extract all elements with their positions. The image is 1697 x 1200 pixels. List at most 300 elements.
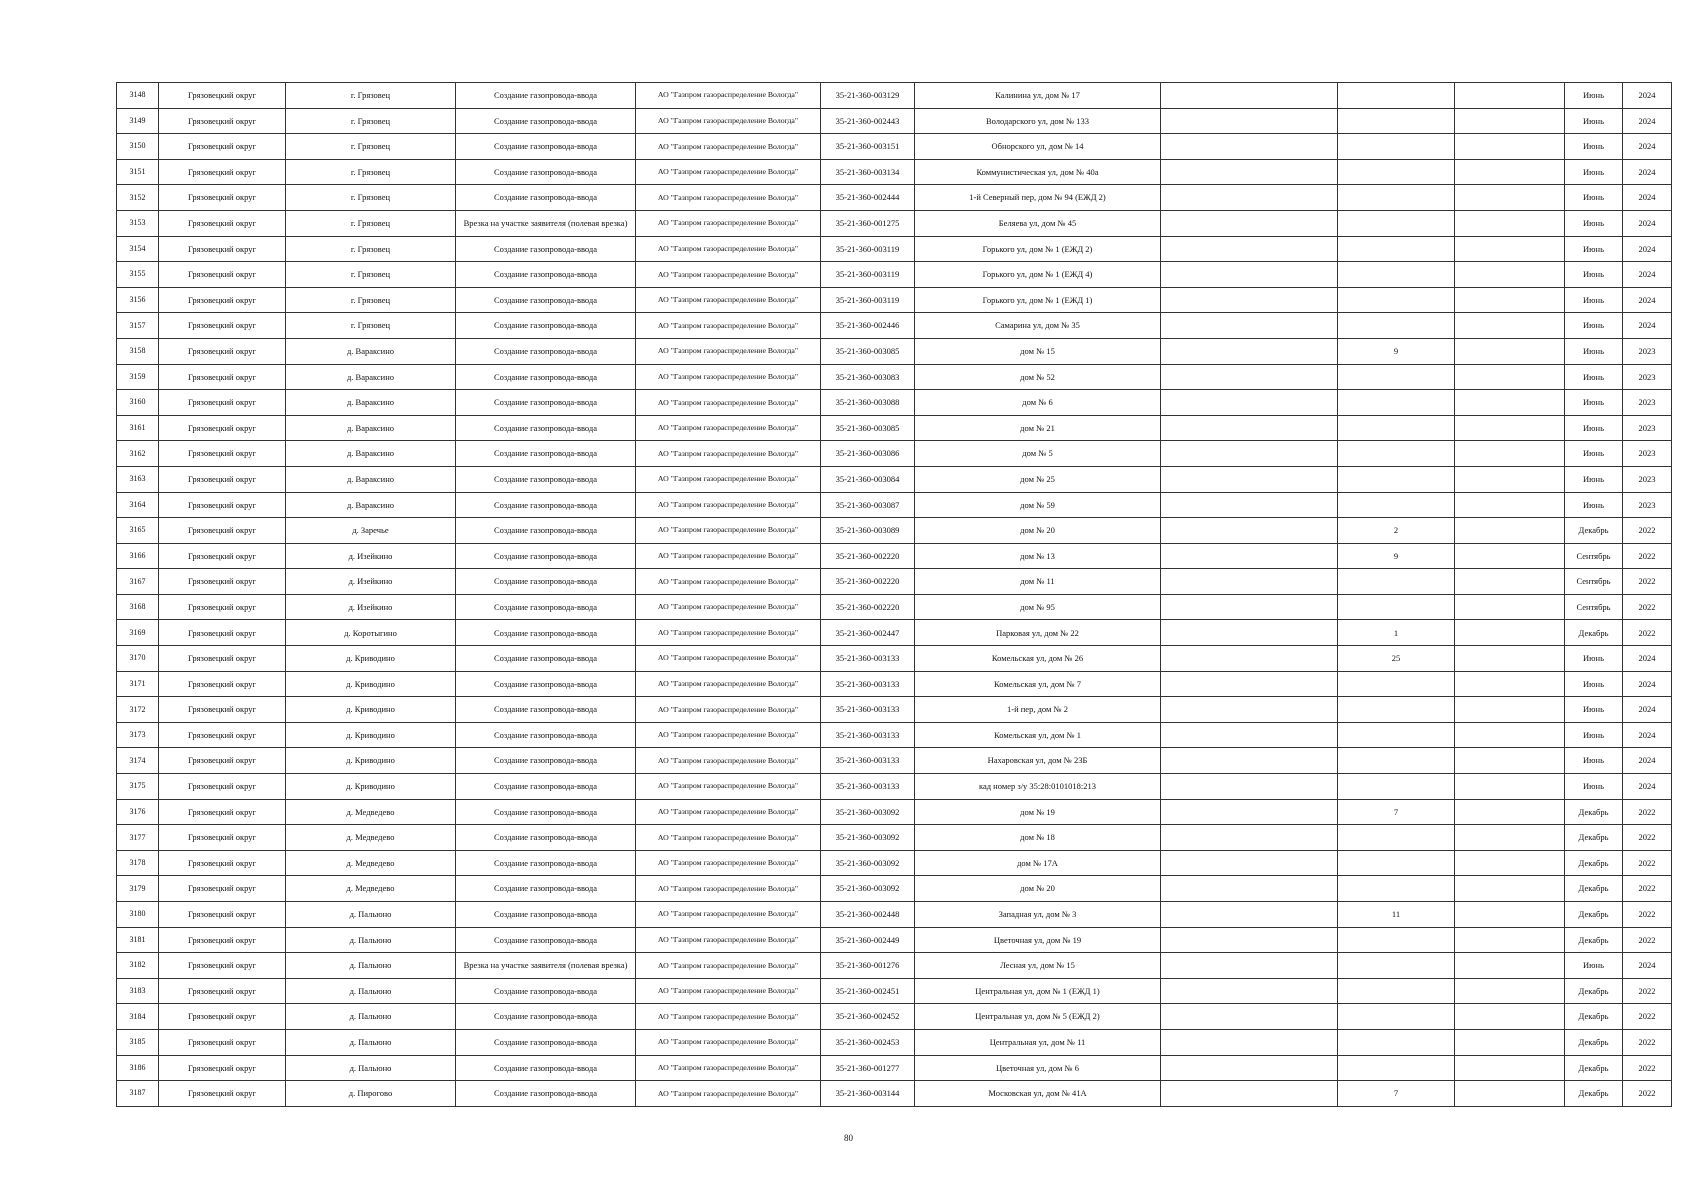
object-code-cell: 35-21-360-002452 bbox=[821, 1004, 915, 1030]
locality-cell: д. Пальюно bbox=[286, 927, 456, 953]
address-cell: дом № 19 bbox=[915, 799, 1161, 825]
operator-cell: АО "Газпром газораспределение Вологда" bbox=[636, 492, 821, 518]
work-type-cell: Создание газопровода-ввода bbox=[456, 159, 636, 185]
operator-cell: АО "Газпром газораспределение Вологда" bbox=[636, 134, 821, 160]
table-row bbox=[117, 978, 1672, 1004]
work-type-cell: Создание газопровода-ввода bbox=[456, 902, 636, 928]
month-cell: Декабрь bbox=[1565, 1055, 1623, 1081]
table-row bbox=[117, 569, 1672, 595]
object-code-cell: 35-21-360-003085 bbox=[821, 415, 915, 441]
blank-cell bbox=[1455, 364, 1565, 390]
operator-cell: АО "Газпром газораспределение Вологда" bbox=[636, 876, 821, 902]
address-cell: Нахаровская ул, дом № 23Б bbox=[915, 748, 1161, 774]
table-row bbox=[117, 543, 1672, 569]
year-cell: 2023 bbox=[1623, 415, 1672, 441]
month-cell: Июнь bbox=[1565, 287, 1623, 313]
table-row bbox=[117, 466, 1672, 492]
locality-cell: д. Криводино bbox=[286, 748, 456, 774]
month-cell: Декабрь bbox=[1565, 850, 1623, 876]
month-cell: Сентябрь bbox=[1565, 569, 1623, 595]
blank-cell bbox=[1455, 108, 1565, 134]
address-cell: дом № 20 bbox=[915, 518, 1161, 544]
row-number: 3175 bbox=[117, 774, 159, 800]
address-cell: 1-й Северный пер, дом № 94 (ЕЖД 2) bbox=[915, 185, 1161, 211]
count-cell bbox=[1338, 313, 1455, 339]
district-cell: Грязовецкий округ bbox=[159, 518, 286, 544]
blank-cell bbox=[1455, 902, 1565, 928]
blank-cell bbox=[1161, 364, 1338, 390]
blank-cell bbox=[1161, 978, 1338, 1004]
count-cell bbox=[1338, 825, 1455, 851]
blank-cell bbox=[1161, 1029, 1338, 1055]
row-number: 3173 bbox=[117, 722, 159, 748]
locality-cell: д. Криводино bbox=[286, 646, 456, 672]
district-cell: Грязовецкий округ bbox=[159, 492, 286, 518]
count-cell bbox=[1338, 594, 1455, 620]
locality-cell: г. Грязовец bbox=[286, 134, 456, 160]
object-code-cell: 35-21-360-003119 bbox=[821, 287, 915, 313]
count-cell bbox=[1338, 850, 1455, 876]
locality-cell: д. Вараксино bbox=[286, 390, 456, 416]
address-cell: Самарина ул, дом № 35 bbox=[915, 313, 1161, 339]
work-type-cell: Создание газопровода-ввода bbox=[456, 543, 636, 569]
operator-cell: АО "Газпром газораспределение Вологда" bbox=[636, 978, 821, 1004]
table-row bbox=[117, 159, 1672, 185]
locality-cell: д. Пальюно bbox=[286, 1004, 456, 1030]
row-number: 3155 bbox=[117, 262, 159, 288]
year-cell: 2022 bbox=[1623, 927, 1672, 953]
locality-cell: г. Грязовец bbox=[286, 83, 456, 109]
operator-cell: АО "Газпром газораспределение Вологда" bbox=[636, 313, 821, 339]
work-type-cell: Создание газопровода-ввода bbox=[456, 722, 636, 748]
table-row bbox=[117, 1004, 1672, 1030]
district-cell: Грязовецкий округ bbox=[159, 185, 286, 211]
blank-cell bbox=[1161, 825, 1338, 851]
page-number: 80 bbox=[844, 1133, 853, 1143]
month-cell: Июнь bbox=[1565, 236, 1623, 262]
blank-cell bbox=[1161, 902, 1338, 928]
object-code-cell: 35-21-360-002449 bbox=[821, 927, 915, 953]
district-cell: Грязовецкий округ bbox=[159, 338, 286, 364]
row-number: 3157 bbox=[117, 313, 159, 339]
blank-cell bbox=[1455, 927, 1565, 953]
operator-cell: АО "Газпром газораспределение Вологда" bbox=[636, 722, 821, 748]
object-code-cell: 35-21-360-002444 bbox=[821, 185, 915, 211]
count-cell bbox=[1338, 236, 1455, 262]
locality-cell: д. Заречье bbox=[286, 518, 456, 544]
table-row bbox=[117, 876, 1672, 902]
object-code-cell: 35-21-360-001277 bbox=[821, 1055, 915, 1081]
blank-cell bbox=[1161, 569, 1338, 595]
blank-cell bbox=[1455, 83, 1565, 109]
district-cell: Грязовецкий округ bbox=[159, 1081, 286, 1107]
month-cell: Июнь bbox=[1565, 210, 1623, 236]
row-number: 3187 bbox=[117, 1081, 159, 1107]
count-cell: 7 bbox=[1338, 1081, 1455, 1107]
month-cell: Декабрь bbox=[1565, 1081, 1623, 1107]
blank-cell bbox=[1161, 108, 1338, 134]
object-code-cell: 35-21-360-002220 bbox=[821, 569, 915, 595]
blank-cell bbox=[1161, 210, 1338, 236]
address-cell: дом № 13 bbox=[915, 543, 1161, 569]
blank-cell bbox=[1161, 1004, 1338, 1030]
blank-cell bbox=[1455, 185, 1565, 211]
row-number: 3172 bbox=[117, 697, 159, 723]
work-type-cell: Создание газопровода-ввода bbox=[456, 799, 636, 825]
row-number: 3164 bbox=[117, 492, 159, 518]
table-row bbox=[117, 518, 1672, 544]
operator-cell: АО "Газпром газораспределение Вологда" bbox=[636, 210, 821, 236]
address-cell: Комельская ул, дом № 26 bbox=[915, 646, 1161, 672]
district-cell: Грязовецкий округ bbox=[159, 978, 286, 1004]
blank-cell bbox=[1161, 287, 1338, 313]
year-cell: 2023 bbox=[1623, 466, 1672, 492]
blank-cell bbox=[1161, 185, 1338, 211]
operator-cell: АО "Газпром газораспределение Вологда" bbox=[636, 594, 821, 620]
object-code-cell: 35-21-360-003085 bbox=[821, 338, 915, 364]
year-cell: 2023 bbox=[1623, 338, 1672, 364]
blank-cell bbox=[1455, 466, 1565, 492]
district-cell: Грязовецкий округ bbox=[159, 1055, 286, 1081]
locality-cell: г. Грязовец bbox=[286, 236, 456, 262]
operator-cell: АО "Газпром газораспределение Вологда" bbox=[636, 236, 821, 262]
address-cell: дом № 6 bbox=[915, 390, 1161, 416]
work-type-cell: Создание газопровода-ввода bbox=[456, 594, 636, 620]
month-cell: Июнь bbox=[1565, 466, 1623, 492]
year-cell: 2024 bbox=[1623, 697, 1672, 723]
work-type-cell: Создание газопровода-ввода bbox=[456, 620, 636, 646]
count-cell bbox=[1338, 569, 1455, 595]
row-number: 3151 bbox=[117, 159, 159, 185]
blank-cell bbox=[1161, 774, 1338, 800]
locality-cell: д. Вараксино bbox=[286, 415, 456, 441]
row-number: 3148 bbox=[117, 83, 159, 109]
object-code-cell: 35-21-360-003119 bbox=[821, 262, 915, 288]
count-cell bbox=[1338, 185, 1455, 211]
locality-cell: д. Криводино bbox=[286, 697, 456, 723]
month-cell: Июнь bbox=[1565, 83, 1623, 109]
work-type-cell: Создание газопровода-ввода bbox=[456, 978, 636, 1004]
table-row bbox=[117, 1029, 1672, 1055]
row-number: 3162 bbox=[117, 441, 159, 467]
month-cell: Июнь bbox=[1565, 774, 1623, 800]
year-cell: 2024 bbox=[1623, 953, 1672, 979]
object-code-cell: 35-21-360-001275 bbox=[821, 210, 915, 236]
operator-cell: АО "Газпром газораспределение Вологда" bbox=[636, 748, 821, 774]
operator-cell: АО "Газпром газораспределение Вологда" bbox=[636, 646, 821, 672]
address-cell: дом № 59 bbox=[915, 492, 1161, 518]
row-number: 3183 bbox=[117, 978, 159, 1004]
work-type-cell: Создание газопровода-ввода bbox=[456, 1055, 636, 1081]
year-cell: 2022 bbox=[1623, 1004, 1672, 1030]
blank-cell bbox=[1455, 722, 1565, 748]
locality-cell: д. Пальюно bbox=[286, 953, 456, 979]
object-code-cell: 35-21-360-003133 bbox=[821, 774, 915, 800]
work-type-cell: Создание газопровода-ввода bbox=[456, 927, 636, 953]
blank-cell bbox=[1455, 518, 1565, 544]
object-code-cell: 35-21-360-003089 bbox=[821, 518, 915, 544]
blank-cell bbox=[1161, 492, 1338, 518]
month-cell: Июнь bbox=[1565, 646, 1623, 672]
month-cell: Декабрь bbox=[1565, 876, 1623, 902]
work-type-cell: Создание газопровода-ввода bbox=[456, 262, 636, 288]
district-cell: Грязовецкий округ bbox=[159, 902, 286, 928]
year-cell: 2023 bbox=[1623, 441, 1672, 467]
count-cell bbox=[1338, 953, 1455, 979]
object-code-cell: 35-21-360-002220 bbox=[821, 594, 915, 620]
object-code-cell: 35-21-360-003134 bbox=[821, 159, 915, 185]
locality-cell: д. Криводино bbox=[286, 671, 456, 697]
blank-cell bbox=[1455, 287, 1565, 313]
locality-cell: д. Вараксино bbox=[286, 492, 456, 518]
operator-cell: АО "Газпром газораспределение Вологда" bbox=[636, 569, 821, 595]
month-cell: Декабрь bbox=[1565, 620, 1623, 646]
month-cell: Июнь bbox=[1565, 441, 1623, 467]
blank-cell bbox=[1161, 236, 1338, 262]
year-cell: 2022 bbox=[1623, 620, 1672, 646]
object-code-cell: 35-21-360-002446 bbox=[821, 313, 915, 339]
year-cell: 2022 bbox=[1623, 1055, 1672, 1081]
blank-cell bbox=[1161, 876, 1338, 902]
row-number: 3153 bbox=[117, 210, 159, 236]
locality-cell: д. Коротыгино bbox=[286, 620, 456, 646]
month-cell: Декабрь bbox=[1565, 902, 1623, 928]
blank-cell bbox=[1161, 799, 1338, 825]
locality-cell: д. Изейкино bbox=[286, 543, 456, 569]
blank-cell bbox=[1455, 134, 1565, 160]
year-cell: 2023 bbox=[1623, 364, 1672, 390]
district-cell: Грязовецкий округ bbox=[159, 159, 286, 185]
row-number: 3178 bbox=[117, 850, 159, 876]
district-cell: Грязовецкий округ bbox=[159, 825, 286, 851]
year-cell: 2024 bbox=[1623, 748, 1672, 774]
operator-cell: АО "Газпром газораспределение Вологда" bbox=[636, 338, 821, 364]
table-row bbox=[117, 697, 1672, 723]
work-type-cell: Создание газопровода-ввода bbox=[456, 441, 636, 467]
blank-cell bbox=[1161, 697, 1338, 723]
year-cell: 2022 bbox=[1623, 1029, 1672, 1055]
district-cell: Грязовецкий округ bbox=[159, 646, 286, 672]
object-code-cell: 35-21-360-002443 bbox=[821, 108, 915, 134]
object-code-cell: 35-21-360-003086 bbox=[821, 441, 915, 467]
row-number: 3170 bbox=[117, 646, 159, 672]
operator-cell: АО "Газпром газораспределение Вологда" bbox=[636, 850, 821, 876]
row-number: 3174 bbox=[117, 748, 159, 774]
year-cell: 2024 bbox=[1623, 646, 1672, 672]
object-code-cell: 35-21-360-003092 bbox=[821, 850, 915, 876]
count-cell bbox=[1338, 774, 1455, 800]
table-row bbox=[117, 364, 1672, 390]
locality-cell: д. Изейкино bbox=[286, 594, 456, 620]
table-row bbox=[117, 927, 1672, 953]
locality-cell: д. Пальюно bbox=[286, 978, 456, 1004]
year-cell: 2024 bbox=[1623, 134, 1672, 160]
locality-cell: д. Медведево bbox=[286, 799, 456, 825]
count-cell bbox=[1338, 364, 1455, 390]
row-number: 3179 bbox=[117, 876, 159, 902]
address-cell: Комельская ул, дом № 7 bbox=[915, 671, 1161, 697]
blank-cell bbox=[1455, 415, 1565, 441]
blank-cell bbox=[1161, 671, 1338, 697]
works-table bbox=[116, 82, 1672, 1107]
object-code-cell: 35-21-360-003084 bbox=[821, 466, 915, 492]
table-row bbox=[117, 390, 1672, 416]
table-row bbox=[117, 646, 1672, 672]
blank-cell bbox=[1455, 1081, 1565, 1107]
count-cell bbox=[1338, 671, 1455, 697]
count-cell: 2 bbox=[1338, 518, 1455, 544]
locality-cell: д. Вараксино bbox=[286, 338, 456, 364]
operator-cell: АО "Газпром газораспределение Вологда" bbox=[636, 364, 821, 390]
row-number: 3161 bbox=[117, 415, 159, 441]
operator-cell: АО "Газпром газораспределение Вологда" bbox=[636, 108, 821, 134]
blank-cell bbox=[1455, 646, 1565, 672]
month-cell: Июнь bbox=[1565, 364, 1623, 390]
address-cell: Горького ул, дом № 1 (ЕЖД 1) bbox=[915, 287, 1161, 313]
count-cell bbox=[1338, 466, 1455, 492]
blank-cell bbox=[1161, 850, 1338, 876]
blank-cell bbox=[1161, 338, 1338, 364]
object-code-cell: 35-21-360-002448 bbox=[821, 902, 915, 928]
row-number: 3166 bbox=[117, 543, 159, 569]
row-number: 3181 bbox=[117, 927, 159, 953]
district-cell: Грязовецкий округ bbox=[159, 697, 286, 723]
blank-cell bbox=[1455, 210, 1565, 236]
object-code-cell: 35-21-360-002451 bbox=[821, 978, 915, 1004]
operator-cell: АО "Газпром газораспределение Вологда" bbox=[636, 466, 821, 492]
blank-cell bbox=[1455, 697, 1565, 723]
locality-cell: д. Медведево bbox=[286, 876, 456, 902]
table-row bbox=[117, 1055, 1672, 1081]
object-code-cell: 35-21-360-002447 bbox=[821, 620, 915, 646]
district-cell: Грязовецкий округ bbox=[159, 774, 286, 800]
year-cell: 2024 bbox=[1623, 210, 1672, 236]
address-cell: Западная ул, дом № 3 bbox=[915, 902, 1161, 928]
district-cell: Грязовецкий округ bbox=[159, 108, 286, 134]
blank-cell bbox=[1161, 953, 1338, 979]
count-cell: 11 bbox=[1338, 902, 1455, 928]
address-cell: Горького ул, дом № 1 (ЕЖД 2) bbox=[915, 236, 1161, 262]
year-cell: 2022 bbox=[1623, 543, 1672, 569]
operator-cell: АО "Газпром газораспределение Вологда" bbox=[636, 953, 821, 979]
object-code-cell: 35-21-360-002220 bbox=[821, 543, 915, 569]
district-cell: Грязовецкий округ bbox=[159, 313, 286, 339]
blank-cell bbox=[1161, 390, 1338, 416]
address-cell: Центральная ул, дом № 5 (ЕЖД 2) bbox=[915, 1004, 1161, 1030]
blank-cell bbox=[1455, 850, 1565, 876]
district-cell: Грязовецкий округ bbox=[159, 236, 286, 262]
blank-cell bbox=[1455, 799, 1565, 825]
locality-cell: д. Вараксино bbox=[286, 441, 456, 467]
table-row bbox=[117, 185, 1672, 211]
work-type-cell: Создание газопровода-ввода bbox=[456, 364, 636, 390]
table-row bbox=[117, 594, 1672, 620]
district-cell: Грязовецкий округ bbox=[159, 415, 286, 441]
year-cell: 2022 bbox=[1623, 569, 1672, 595]
count-cell bbox=[1338, 134, 1455, 160]
month-cell: Декабрь bbox=[1565, 518, 1623, 544]
month-cell: Июнь bbox=[1565, 953, 1623, 979]
blank-cell bbox=[1455, 159, 1565, 185]
blank-cell bbox=[1455, 569, 1565, 595]
row-number: 3152 bbox=[117, 185, 159, 211]
month-cell: Июнь bbox=[1565, 108, 1623, 134]
blank-cell bbox=[1161, 313, 1338, 339]
work-type-cell: Создание газопровода-ввода bbox=[456, 287, 636, 313]
row-number: 3149 bbox=[117, 108, 159, 134]
address-cell: 1-й пер, дом № 2 bbox=[915, 697, 1161, 723]
count-cell bbox=[1338, 415, 1455, 441]
object-code-cell: 35-21-360-003133 bbox=[821, 748, 915, 774]
operator-cell: АО "Газпром газораспределение Вологда" bbox=[636, 620, 821, 646]
locality-cell: г. Грязовец bbox=[286, 313, 456, 339]
work-type-cell: Создание газопровода-ввода bbox=[456, 134, 636, 160]
count-cell: 9 bbox=[1338, 338, 1455, 364]
count-cell bbox=[1338, 876, 1455, 902]
district-cell: Грязовецкий округ bbox=[159, 569, 286, 595]
address-cell: дом № 25 bbox=[915, 466, 1161, 492]
row-number: 3167 bbox=[117, 569, 159, 595]
work-type-cell: Создание газопровода-ввода bbox=[456, 518, 636, 544]
work-type-cell: Создание газопровода-ввода bbox=[456, 1004, 636, 1030]
district-cell: Грязовецкий округ bbox=[159, 441, 286, 467]
blank-cell bbox=[1455, 313, 1565, 339]
blank-cell bbox=[1455, 876, 1565, 902]
month-cell: Декабрь bbox=[1565, 927, 1623, 953]
table-body bbox=[117, 83, 1672, 1107]
blank-cell bbox=[1455, 671, 1565, 697]
work-type-cell: Создание газопровода-ввода bbox=[456, 1081, 636, 1107]
row-number: 3177 bbox=[117, 825, 159, 851]
blank-cell bbox=[1161, 646, 1338, 672]
locality-cell: д. Пальюно bbox=[286, 902, 456, 928]
row-number: 3176 bbox=[117, 799, 159, 825]
district-cell: Грязовецкий округ bbox=[159, 748, 286, 774]
locality-cell: г. Грязовец bbox=[286, 108, 456, 134]
blank-cell bbox=[1455, 1004, 1565, 1030]
object-code-cell: 35-21-360-003092 bbox=[821, 799, 915, 825]
month-cell: Июнь bbox=[1565, 159, 1623, 185]
address-cell: дом № 21 bbox=[915, 415, 1161, 441]
blank-cell bbox=[1161, 594, 1338, 620]
table-row bbox=[117, 799, 1672, 825]
blank-cell bbox=[1161, 83, 1338, 109]
blank-cell bbox=[1161, 927, 1338, 953]
year-cell: 2024 bbox=[1623, 774, 1672, 800]
count-cell bbox=[1338, 978, 1455, 1004]
address-cell: дом № 17А bbox=[915, 850, 1161, 876]
address-cell: Беляева ул, дом № 45 bbox=[915, 210, 1161, 236]
blank-cell bbox=[1455, 390, 1565, 416]
district-cell: Грязовецкий округ bbox=[159, 262, 286, 288]
locality-cell: д. Криводино bbox=[286, 722, 456, 748]
year-cell: 2022 bbox=[1623, 518, 1672, 544]
district-cell: Грязовецкий округ bbox=[159, 543, 286, 569]
month-cell: Июнь bbox=[1565, 262, 1623, 288]
locality-cell: д. Изейкино bbox=[286, 569, 456, 595]
object-code-cell: 35-21-360-003088 bbox=[821, 390, 915, 416]
table-row bbox=[117, 415, 1672, 441]
month-cell: Июнь bbox=[1565, 338, 1623, 364]
object-code-cell: 35-21-360-003144 bbox=[821, 1081, 915, 1107]
work-type-cell: Врезка на участке заявителя (полевая врезка) bbox=[456, 953, 636, 979]
work-type-cell: Создание газопровода-ввода bbox=[456, 466, 636, 492]
district-cell: Грязовецкий округ bbox=[159, 620, 286, 646]
operator-cell: АО "Газпром газораспределение Вологда" bbox=[636, 774, 821, 800]
month-cell: Декабрь bbox=[1565, 825, 1623, 851]
count-cell: 7 bbox=[1338, 799, 1455, 825]
row-number: 3158 bbox=[117, 338, 159, 364]
